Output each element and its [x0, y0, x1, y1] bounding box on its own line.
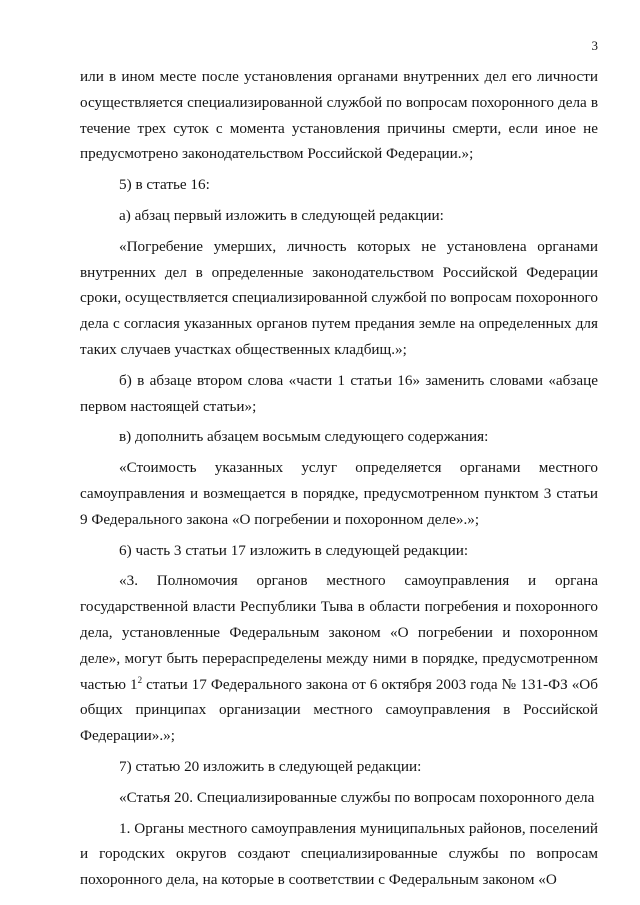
paragraph-quote-burial: «Погребение умерших, личность которых не установлена органами внутренних дел в определенные законодательством Российской Федерации сроки, осуществляется специализированной службой по вопросам похоронного дела с согласия указанных органов путем предания земле на определенных для таких случаев участках общественных кладбищ.»; [80, 237, 598, 358]
paragraph-article-20-item-1: 1. Органы местного самоуправления муниципальных районов, поселений и городских округов создают специализированные службы по вопросам похоронного дела, на которые в соответствии с Федеральным законом «О [80, 819, 598, 889]
paragraph-item-6: 6) часть 3 статьи 17 изложить в следующей редакции: [119, 541, 469, 559]
page-number: 3 [591, 38, 598, 53]
paragraph-item-5: 5) в статье 16: [119, 176, 210, 194]
paragraph-item-5a: а) абзац первый изложить в следующей редакции: [119, 206, 444, 224]
paragraph-item-5v: в) дополнить абзацем восьмым следующего содержания: [119, 428, 489, 446]
paragraph-item-5b: б) в абзаце втором слова «части 1 статьи 16» заменить словами «абзаце первом настоящей статьи»; [80, 371, 598, 415]
article17-text-end: статьи 17 Федерального закона от 6 октября 2003 года № 131-ФЗ «Об общих принципах организации местного самоуправления в Российской Федерации».»; [80, 675, 598, 745]
paragraph-item-7: 7) статью 20 изложить в следующей редакции: [119, 757, 422, 775]
article17-text-start: «3. Полномочия органов местного самоуправления и органа государственной власти Республики Тыва в области погребения и похоронного дела, установленные Федеральным законом «О погребении и похоронном деле», могут быть перераспределены между ними в порядке, предусмотренном частью 1 [80, 572, 598, 693]
paragraph-continuation: или в ином месте после установления органами внутренних дел его личности осуществляется специализированной службой по вопросам похоронного дела в течение трех суток с момента установления причины смерти, если иное не предусмотрено законодательством Российской Федерации.»; [80, 68, 598, 163]
paragraph-quote-article17 [80, 568, 598, 749]
superscript-number: 2 [137, 674, 143, 685]
document-body [80, 64, 598, 893]
paragraph-article-20-title: «Статья 20. Специализированные службы по вопросам похоронного дела [119, 788, 595, 806]
paragraph-quote-cost: «Стоимость указанных услуг определяется органами местного самоуправления и возмещается в порядке, предусмотренном пунктом 3 статьи 9 Федерального закона «О погребении и похоронном деле».»; [80, 459, 598, 528]
